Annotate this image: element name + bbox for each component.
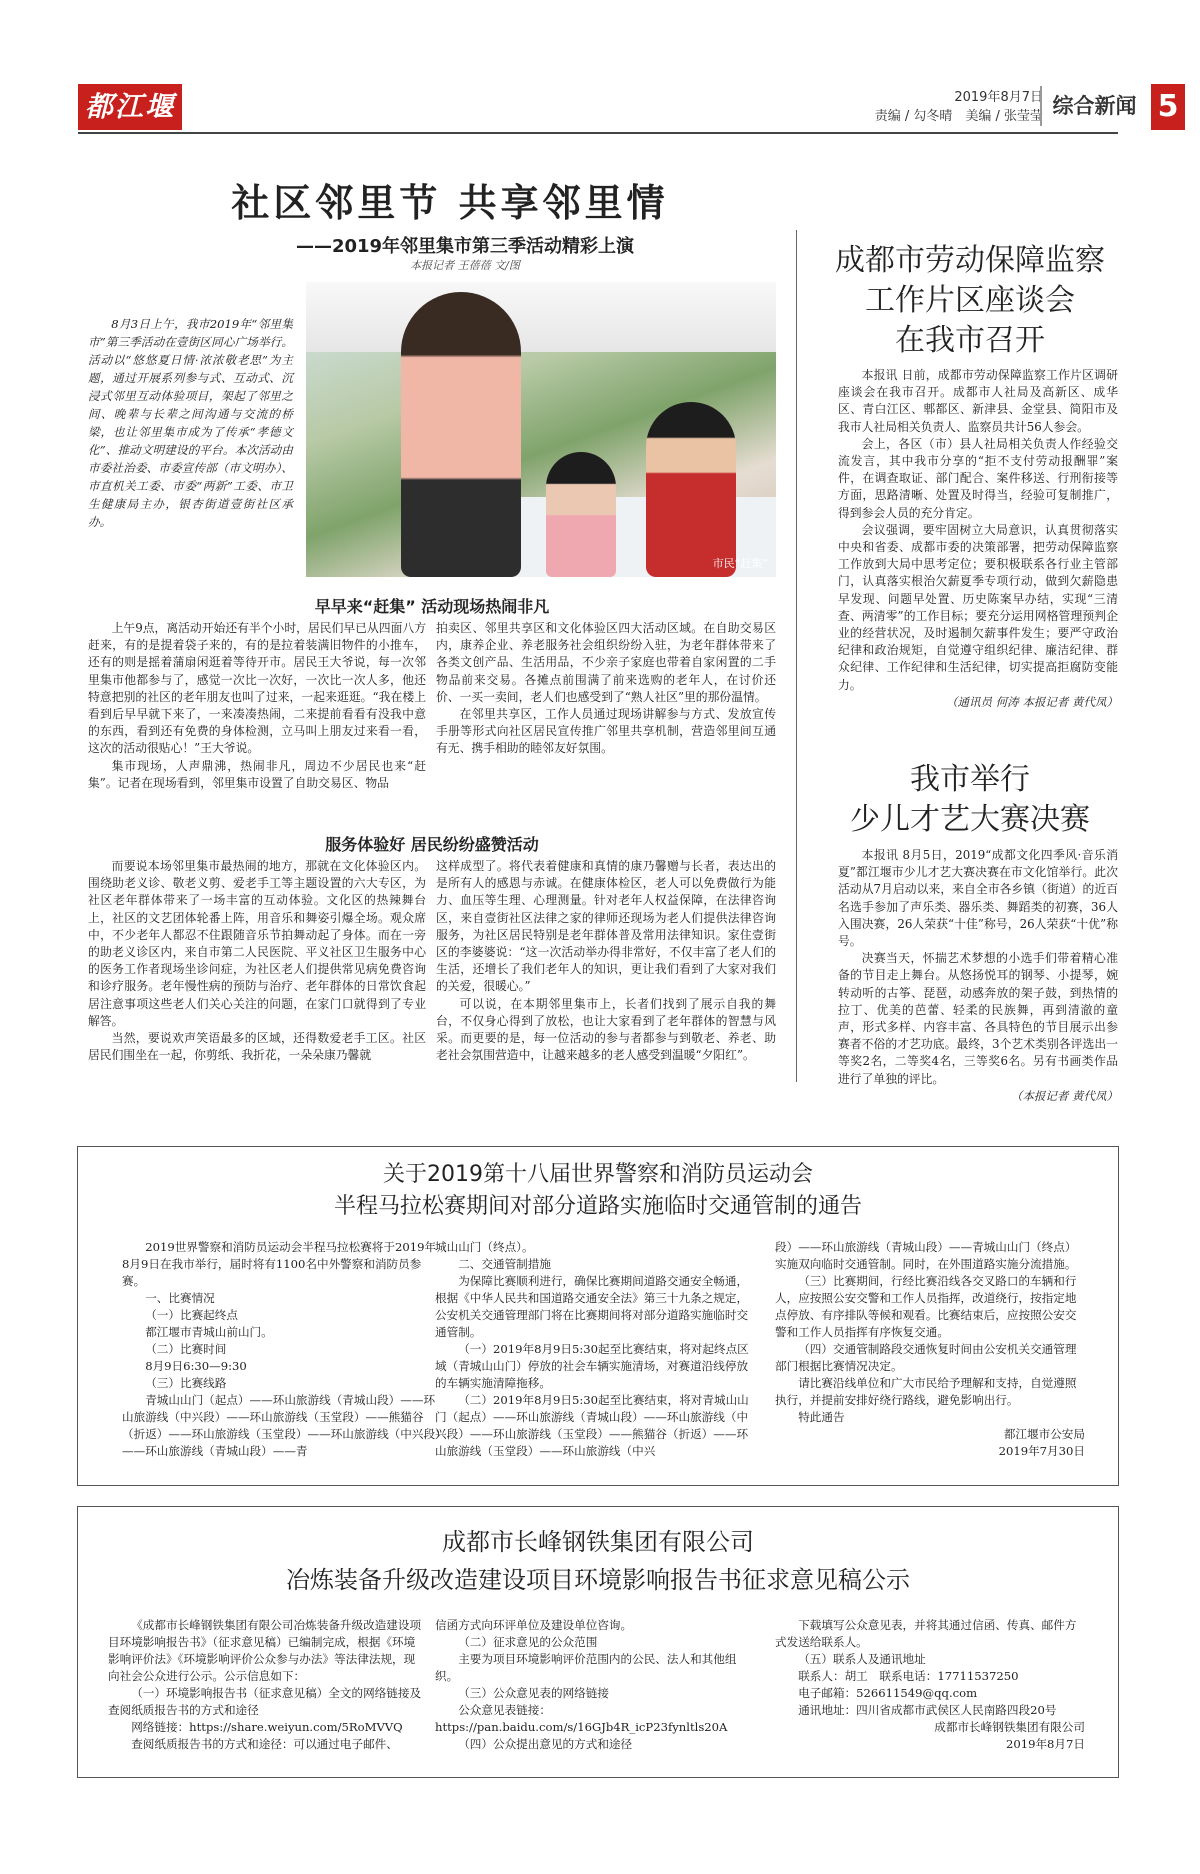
- ad-title-line: 冶炼装备升级改造建设项目环境影响报告书征求意见稿公示: [286, 1566, 910, 1594]
- notice-line: （三）公众意见表的网络链接: [458, 1686, 609, 1700]
- title-line: 少儿才艺大赛决赛: [850, 802, 1090, 837]
- notice-line: 请比赛沿线单位和广大市民给予理解和支持，自觉遵照执行，并提前安排好绕行路线，避免影响出行。: [775, 1376, 1077, 1407]
- notice-line: 2019世界警察和消防员运动会半程马拉松赛将于2019年8月9日在我市举行，届时将有1100名中外警察和消防员参赛。: [122, 1240, 437, 1288]
- section2-col1: [88, 858, 426, 1064]
- photo-child: [546, 452, 616, 577]
- notice-line: 主要为项目环境影响评价范围内的公民、法人和其他组织。: [435, 1652, 737, 1683]
- header-rule: [78, 132, 1118, 134]
- notice-col2: [435, 1239, 750, 1460]
- ad-col1: [108, 1617, 426, 1753]
- notice-line: 《成都市长峰钢铁集团有限公司冶炼装备升级改造建设项目环境影响报告书》（征求意见稿）已编制完成，根据《环境影响评价法》《环境影响评价公众参与办法》等法律法规，现向社会公众进行公示。公示信息如下：: [108, 1618, 422, 1683]
- notice-line: https://pan.baidu.com/s/16GJb4R_icP23fynltls20A: [435, 1720, 728, 1734]
- traffic-notice-box: [77, 1146, 1119, 1486]
- article1-photo: [306, 282, 776, 577]
- notice-line: （一）2019年8月9日5:30起至比赛结束，将对起终点区域（青城山山门）停放的社会车辆实施清场，对赛道沿线停放的车辆实施清障拖移。: [435, 1342, 749, 1390]
- article2-signature: （通讯员 何涛 本报记者 黄代凤）: [946, 694, 1118, 709]
- notice-line: （一）环境影响报告书（征求意见稿）全文的网络链接及查阅纸质报告书的方式和途径: [108, 1686, 422, 1717]
- photo-child: [646, 402, 736, 577]
- environment-notice-box: [77, 1506, 1119, 1778]
- photo-tent: [306, 282, 776, 352]
- section1-heading: 早早来“赶集” 活动现场热闹非凡: [314, 597, 550, 616]
- paragraph: 会上，各区（市）县人社局相关负责人作经验交流发言，其中我市分享的“拒不支付劳动报酬罪”案件，在调查取证、部门配合、案件移送、行刑衔接等方面，思路清晰、处置及时得当，经验可复制推广，得到参会人员的充分肯定。: [838, 436, 1118, 520]
- notice-line: 网络链接：https://share.weiyun.com/5RoMVVQ: [131, 1720, 403, 1734]
- title-line: 工作片区座谈会: [865, 283, 1075, 318]
- notice-line: 2019年7月30日: [998, 1444, 1085, 1458]
- issue-date: 2019年8月7日: [954, 90, 1043, 105]
- notice-title: [78, 1159, 1118, 1223]
- paragraph: 会议强调，要牢固树立大局意识，认真贯彻落实中央和省委、成都市委的决策部署，把劳动保障监察工作放到大局中思考定位；要积极联系各行业主管部门，认真落实根治欠薪夏季专项行动，做到欠薪隐患早发现、问题早处置、历史陈案早办结，实现“三清查、两清零”的工作目标；要充分运用网格管理预判企业的经营状况，及时遏制欠薪事件发生；要严守政治纪律和政治规矩，自觉遵守组织纪律、廉洁纪律、群众纪律、工作纪律和生活纪律，切实提高拒腐防变能力。: [838, 522, 1118, 692]
- ad-title-line: 成都市长峰钢铁集团有限公司: [442, 1528, 754, 1556]
- ad-title: [78, 1523, 1118, 1599]
- notice-line: 联系人：胡工 联系电话：17711537250: [798, 1669, 1019, 1683]
- article1-byline: 本报记者 王蓓蓓 文/图: [410, 259, 520, 272]
- article3-body: [838, 847, 1118, 1105]
- article1-intro: [88, 315, 293, 531]
- notice-line: 城山山门（终点）。: [435, 1240, 534, 1254]
- notice-line: 一、比赛情况: [145, 1291, 215, 1305]
- paragraph: 上午9点，离活动开始还有半个小时，居民们早已从四面八方赶来，有的是提着袋子来的，有的是拉着装满旧物件的小推车，还有的则是摇着蒲扇闲逛着等待开市。居民王大爷说，每一次邻里集市他都参与了，感觉一次比一次好，一次比一次人多，他还特意把别的社区的老年朋友也叫了过来，一起来逛逛。“我在楼上看到后早早就下来了，一来凑凑热闹，二来提前看看有没我中意的东西，看到还有免费的身体检测，立马叫上朋友过来看一看，这次的活动很贴心！”王大爷说。: [88, 621, 426, 756]
- paragraph: 可以说，在本期邻里集市上，长者们找到了展示自我的舞台，不仅身心得到了放松，也让大家看到了老年群体的智慧与风采。而更要的是，每一位活动的参与者都参与到敬老、养老、助老社会氛围营造中，让越来越多的老人感受到温暖“夕阳红”。: [436, 996, 776, 1063]
- notice-line: 特此通告: [798, 1410, 845, 1424]
- section2-heading: 服务体验好 居民纷纷盛赞活动: [325, 835, 539, 854]
- article1-title: 社区邻里节 共享邻里情: [231, 181, 669, 225]
- page-number: 5: [1151, 84, 1185, 130]
- notice-line: 为保障比赛顺利进行，确保比赛期间道路交通安全畅通，根据《中华人民共和国道路交通安全法》第三十九条之规定，公安机关交通管理部门将在比赛期间将对部分道路实施临时交通管制。: [435, 1274, 749, 1339]
- title-line: 在我市召开: [895, 323, 1045, 358]
- section2-col2: [436, 858, 776, 1064]
- article2-title: [815, 241, 1125, 361]
- paragraph: 决赛当天，怀揣艺术梦想的小选手们带着精心准备的节目走上舞台。从悠扬悦耳的钢琴、小提琴，婉转动听的古筝、琵琶，动感奔放的架子鼓，到热情的拉丁、优美的芭蕾、轻柔的民族舞，再到清澈的童声，形式多样、内容丰富、各具特色的节目展示出参赛者不俗的才艺功底。最终，3个艺术类别各评选出一等奖2名，二等奖4名，三等奖6名。另有书画类作品进行了单独的评比。: [838, 951, 1118, 1086]
- paragraph: 拍卖区、邻里共享区和文化体验区四大活动区域。在自助交易区内，康养企业、养老服务社会组织纷纷入驻，为老年群体带来了各类文创产品、生活用品，不少亲子家庭也带着自家闲置的二手物品前来交易。各摊点前围满了前来选购的老年人，在讨价还价、一买一卖间，老人们也感受到了“熟人社区”里的那份温情。: [436, 621, 776, 704]
- notice-line: （一）比赛起终点: [145, 1308, 238, 1322]
- notice-line: （五）联系人及通讯地址: [798, 1652, 926, 1666]
- article3-title: [815, 760, 1125, 840]
- intro-paragraph: 8月3日上午，我市2019年“邻里集市”第三季活动在壹街区同心广场举行。活动以“悠悠夏日情·浓浓敬老思”为主题，通过开展系列参与式、互动式、沉浸式邻里互动体验项目，架起了邻里之间、晚辈与长辈之间沟通与交流的桥梁，也让邻里集市成为了传承“孝德文化”、推动文明建设的平台。本次活动由市委社治委、市委宣传部（市文明办）、市直机关工委、市委“两新”工委、市卫生健康局主办，银杏街道壹街社区承办。: [88, 317, 293, 529]
- notice-line: 信函方式向环评单位及建设单位咨询。: [435, 1618, 633, 1632]
- paragraph: 这样成型了。将代表着健康和真情的康乃馨赠与长者，表达出的是所有人的感恩与赤诚。在健康体检区，老人可以免费做行为能力、血压等生理、心理测量。针对老年人权益保障，在法律咨询区，来自壹街社区法律之家的律师还现场为老人们提供法律咨询服务，为社区居民特别是老年群体普及常用法律知识。家住壹街区的李婆婆说：“这一次活动举办得非常好，不仅丰富了老人们的生活，还增长了我们老年人的知识，更让我们看到了大家对我们的关爱，很暖心。”: [436, 859, 776, 994]
- column-divider: [796, 230, 797, 1082]
- notice-line: 二、交通管制措施: [458, 1257, 551, 1271]
- newspaper-logo: 都江堰报: [78, 84, 182, 130]
- notice-line: （四）交通管制路段交通恢复时间由公安机关交通管理部门根据比赛情况决定。: [775, 1342, 1077, 1373]
- notice-line: 都江堰市青城山前山门。: [145, 1325, 273, 1339]
- notice-line: （四）公众提出意见的方式和途径: [458, 1737, 633, 1751]
- header-meta: [778, 88, 1043, 126]
- article1-subtitle: ——2019年邻里集市第三季活动精彩上演: [295, 236, 635, 257]
- paragraph: 而要说本场邻里集市最热闹的地方，那就在文化体验区内。围绕助老义诊、敬老义剪、爱老手工等主题设置的六大专区，为社区老年群体带来了一场丰富的互动体验。文化区的热辣舞台上，社区的文艺团体轮番上阵，用音乐和舞姿引爆全场。观众席中，不少老年人都忍不住跟随音乐节拍舞动起了身体。而在一旁的助老义诊区内，来自市第二人民医院、平义社区卫生服务中心的医务工作者现场坐诊问症，为社区老人们提供常见病免费咨询和诊疗服务。老年慢性病的预防与治疗、老年群体的日常饮食起居注意事项这些老人们关心关注的问题，在家门口就得到了专业解答。: [88, 859, 426, 1028]
- notice-line: 下载填写公众意见表，并将其通过信函、传真、邮件方式发送给联系人。: [775, 1618, 1077, 1649]
- notice-title-line: 关于2019第十八届世界警察和消防员运动会: [383, 1162, 813, 1187]
- notice-line: （三）比赛线路: [145, 1376, 227, 1390]
- notice-line: 青城山山门（起点）——环山旅游线（青城山段）——环山旅游线（中兴段）——环山旅游线（玉堂段）——熊猫谷（折返）——环山旅游线（玉堂段）——环山旅游线（中兴段）——环山旅游线（青城山段）——青: [122, 1393, 441, 1458]
- notice-line: 电子邮箱：526611549@qq.com: [798, 1686, 978, 1700]
- section1-col2: [436, 620, 776, 758]
- masthead: [78, 84, 1179, 169]
- notice-line: 查阅纸质报告书的方式和途径：可以通过电子邮件、: [131, 1737, 398, 1751]
- notice-line: 都江堰市公安局: [1003, 1427, 1085, 1441]
- editors-line: 责编 / 勾冬晴 美编 / 张莹莹: [874, 109, 1043, 124]
- notice-line: 8月9日6:30—9:30: [145, 1359, 247, 1373]
- notice-line: （二）比赛时间: [145, 1342, 227, 1356]
- notice-line: （二）征求意见的公众范围: [458, 1635, 598, 1649]
- photo-caption: 市民“赶集”: [712, 557, 768, 570]
- section-name: 综合新闻: [1040, 86, 1147, 126]
- article2-body: [838, 367, 1118, 711]
- notice-line: 2019年8月7日: [1005, 1737, 1085, 1751]
- title-line: 我市举行: [910, 762, 1030, 797]
- notice-line: （三）比赛期间，行经比赛沿线各交叉路口的车辆和行人，应按照公安交警和工作人员指挥，改道绕行，按指定地点停放、有序排队等候和观看。比赛结束后，应按照公安交警和工作人员指挥有序恢复交通。: [775, 1274, 1077, 1339]
- photo-woman: [401, 292, 521, 577]
- notice-title-line: 半程马拉松赛期间对部分道路实施临时交通管制的通告: [333, 1194, 862, 1219]
- ad-col2: [435, 1617, 753, 1753]
- notice-line: 通讯地址：四川省成都市武侯区人民南路四段20号: [798, 1703, 1057, 1717]
- section1-col1: [88, 620, 426, 792]
- notice-col3: [775, 1239, 1085, 1460]
- notice-line: （二）2019年8月9日5:30起至比赛结束，将对青城山山门（起点）——环山旅游线（青城山段）——环山旅游线（中兴段）——环山旅游线（玉堂段）——熊猫谷（折返）——环山旅游线（玉堂段）——环山旅游线（中兴: [435, 1393, 749, 1458]
- paragraph: 集市现场，人声鼎沸，热闹非凡，周边不少居民也来“赶集”。记者在现场看到，邻里集市设置了自助交易区、物品: [88, 758, 426, 790]
- ad-col3: [775, 1617, 1085, 1753]
- notice-line: 段）——环山旅游线（青城山段）——青城山山门（终点）实施双向临时交通管制。同时，在外围道路实施分流措施。: [775, 1240, 1077, 1271]
- paragraph: 本报讯 8月5日，2019“成都文化四季风·音乐消夏”都江堰市少儿才艺大赛决赛在市文化馆举行。此次活动从7月启动以来，来自全市各乡镇（街道）的近百名选手参加了声乐类、器乐类、舞蹈类的初赛，36人入围决赛，26人荣获“十佳”称号，26人荣获“十优”称号。: [838, 848, 1118, 949]
- article3-signature: （本报记者 黄代凤）: [1010, 1088, 1118, 1103]
- paragraph: 当然，要说欢声笑语最多的区域，还得数爱老手工区。社区居民们围坐在一起，你剪纸、我折花，一朵朵康乃馨就: [88, 1031, 426, 1063]
- title-line: 成都市劳动保障监察: [835, 243, 1105, 278]
- notice-line: 成都市长峰钢铁集团有限公司: [934, 1720, 1085, 1734]
- notice-col1: [122, 1239, 442, 1460]
- notice-line: 公众意见表链接：: [458, 1703, 551, 1717]
- paragraph: 在邻里共享区，工作人员通过现场讲解参与方式、发放宣传手册等形式向社区居民宣传推广邻里共享机制，营造邻里间互通有无、携手相助的睦邻友好氛围。: [436, 707, 776, 756]
- paragraph: 本报讯 日前，成都市劳动保障监察工作片区调研座谈会在我市召开。成都市人社局及高新区、成华区、青白江区、郫都区、新津县、金堂县、简阳市及我市人社局相关负责人、监察员共计56人参会。: [838, 368, 1118, 434]
